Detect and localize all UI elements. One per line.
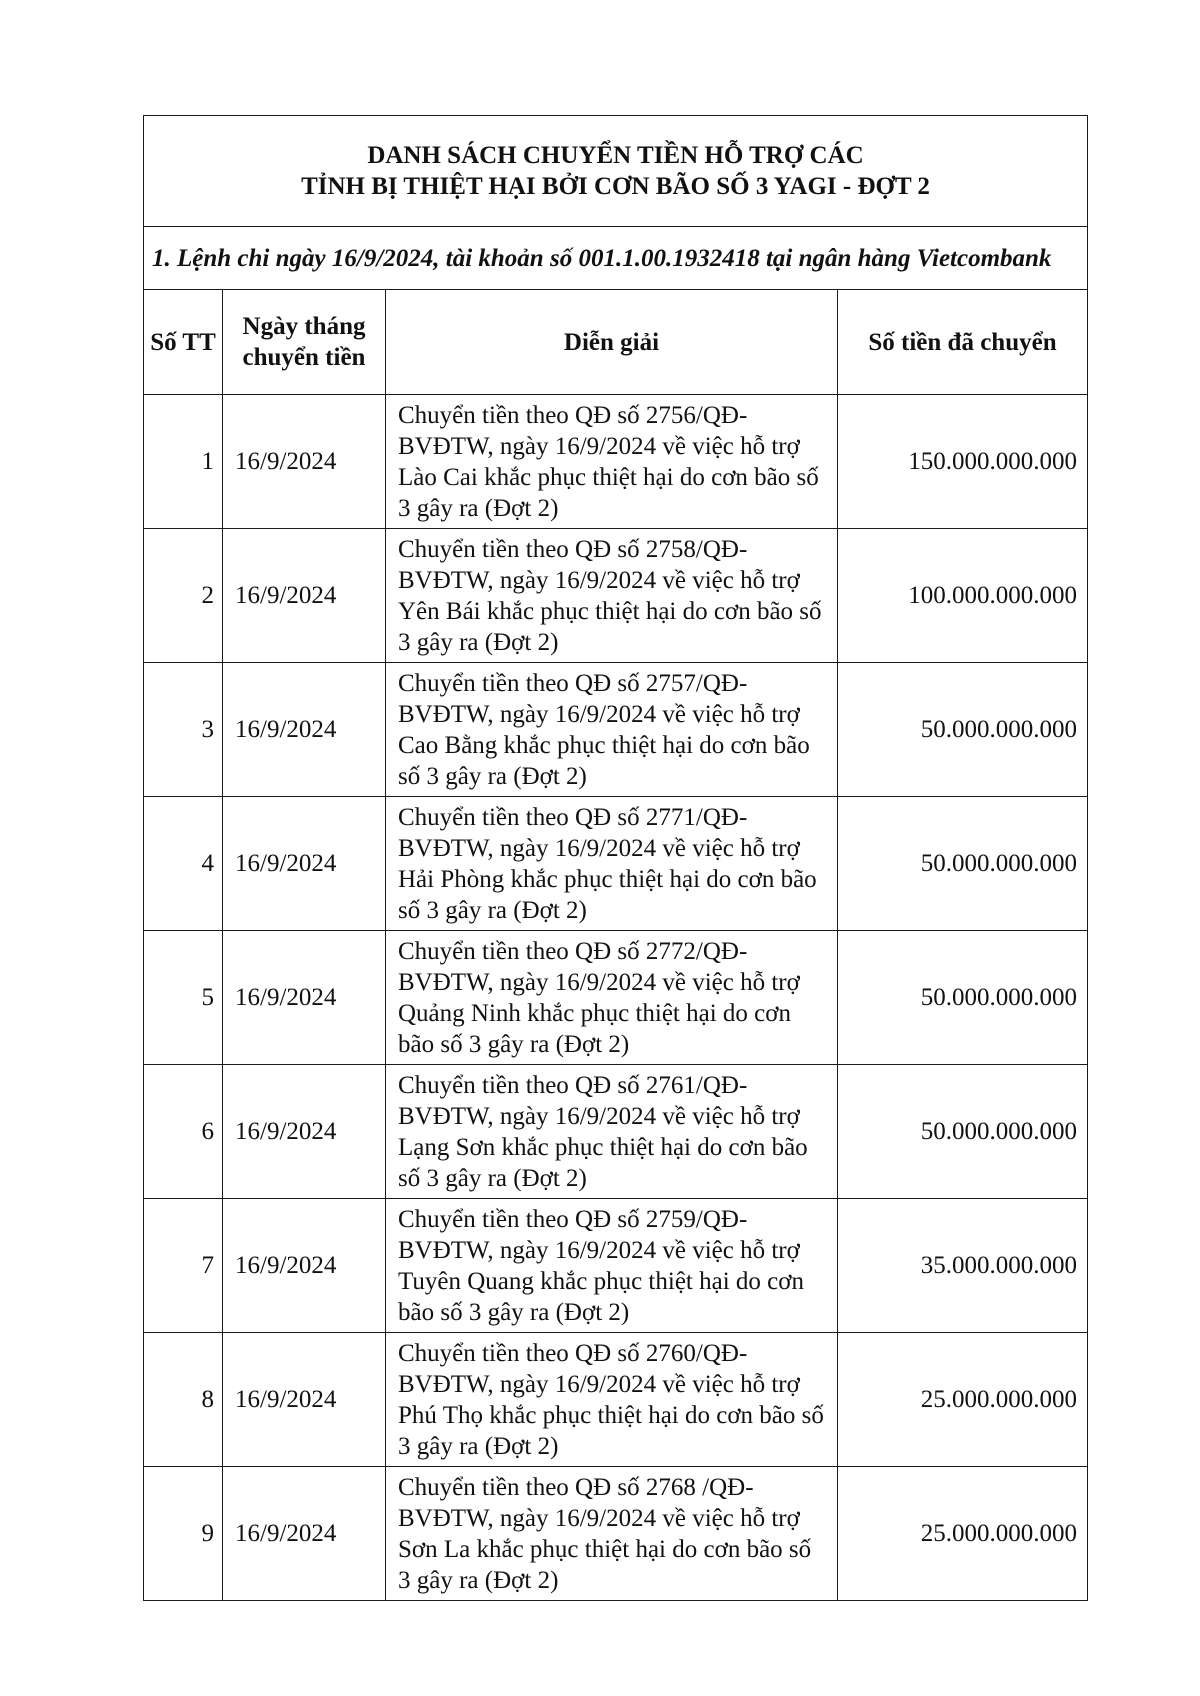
table-row	[144, 1467, 1088, 1601]
table-row	[144, 529, 1088, 663]
row-stt: 1	[144, 395, 223, 529]
row-date: 16/9/2024	[223, 797, 386, 931]
row-amount: 50.000.000.000	[838, 1065, 1088, 1199]
row-date: 16/9/2024	[223, 1333, 386, 1467]
title-line-2: TỈNH BỊ THIỆT HẠI BỞI CƠN BÃO SỐ 3 YAGI - ĐỢT 2	[301, 173, 930, 200]
header-amount: Số tiền đã chuyển	[838, 290, 1088, 395]
row-description: Chuyển tiền theo QĐ số 2761/QĐ-BVĐTW, ngày 16/9/2024 về việc hỗ trợ Lạng Sơn khắc phục thiệt hại do cơn bão số 3 gây ra (Đợt 2)	[386, 1065, 838, 1199]
row-amount: 35.000.000.000	[838, 1199, 1088, 1333]
table-row	[144, 663, 1088, 797]
row-date: 16/9/2024	[223, 1199, 386, 1333]
table-header-row	[144, 290, 1088, 395]
row-stt: 3	[144, 663, 223, 797]
row-stt: 8	[144, 1333, 223, 1467]
row-date: 16/9/2024	[223, 395, 386, 529]
table-row	[144, 395, 1088, 529]
row-description: Chuyển tiền theo QĐ số 2758/QĐ-BVĐTW, ngày 16/9/2024 về việc hỗ trợ Yên Bái khắc phục thiệt hại do cơn bão số 3 gây ra (Đợt 2)	[386, 529, 838, 663]
row-description: Chuyển tiền theo QĐ số 2759/QĐ-BVĐTW, ngày 16/9/2024 về việc hỗ trợ Tuyên Quang khắc phục thiệt hại do cơn bão số 3 gây ra (Đợt 2)	[386, 1199, 838, 1333]
row-amount: 100.000.000.000	[838, 529, 1088, 663]
row-stt: 5	[144, 931, 223, 1065]
row-amount: 50.000.000.000	[838, 797, 1088, 931]
transfer-table	[143, 115, 1088, 1601]
table-row	[144, 931, 1088, 1065]
row-date: 16/9/2024	[223, 529, 386, 663]
row-stt: 6	[144, 1065, 223, 1199]
row-stt: 7	[144, 1199, 223, 1333]
row-amount: 25.000.000.000	[838, 1467, 1088, 1601]
row-description: Chuyển tiền theo QĐ số 2760/QĐ-BVĐTW, ngày 16/9/2024 về việc hỗ trợ Phú Thọ khắc phục thiệt hại do cơn bão số 3 gây ra (Đợt 2)	[386, 1333, 838, 1467]
title-line-1: DANH SÁCH CHUYỂN TIỀN HỖ TRỢ CÁC	[367, 142, 864, 169]
row-stt: 4	[144, 797, 223, 931]
row-amount: 25.000.000.000	[838, 1333, 1088, 1467]
header-description: Diễn giải	[386, 290, 838, 395]
row-description: Chuyển tiền theo QĐ số 2772/QĐ-BVĐTW, ngày 16/9/2024 về việc hỗ trợ Quảng Ninh khắc phục thiệt hại do cơn bão số 3 gây ra (Đợt 2)	[386, 931, 838, 1065]
section-heading: 1. Lệnh chi ngày 16/9/2024, tài khoản số 001.1.00.1932418 tại ngân hàng Vietcombank	[144, 227, 1088, 290]
row-stt: 2	[144, 529, 223, 663]
table-row	[144, 1065, 1088, 1199]
table-row	[144, 797, 1088, 931]
row-date: 16/9/2024	[223, 1065, 386, 1199]
header-date: Ngày tháng chuyển tiền	[223, 290, 386, 395]
row-description: Chuyển tiền theo QĐ số 2768 /QĐ-BVĐTW, ngày 16/9/2024 về việc hỗ trợ Sơn La khắc phục thiệt hại do cơn bão số 3 gây ra (Đợt 2)	[386, 1467, 838, 1601]
row-amount: 150.000.000.000	[838, 395, 1088, 529]
row-amount: 50.000.000.000	[838, 931, 1088, 1065]
row-date: 16/9/2024	[223, 931, 386, 1065]
row-date: 16/9/2024	[223, 1467, 386, 1601]
row-description: Chuyển tiền theo QĐ số 2757/QĐ-BVĐTW, ngày 16/9/2024 về việc hỗ trợ Cao Bằng khắc phục thiệt hại do cơn bão số 3 gây ra (Đợt 2)	[386, 663, 838, 797]
table-row	[144, 1199, 1088, 1333]
row-date: 16/9/2024	[223, 663, 386, 797]
table-row	[144, 1333, 1088, 1467]
row-amount: 50.000.000.000	[838, 663, 1088, 797]
row-description: Chuyển tiền theo QĐ số 2756/QĐ-BVĐTW, ngày 16/9/2024 về việc hỗ trợ Lào Cai khắc phục thiệt hại do cơn bão số 3 gây ra (Đợt 2)	[386, 395, 838, 529]
document-title	[144, 116, 1088, 227]
row-stt: 9	[144, 1467, 223, 1601]
header-stt: Số TT	[144, 290, 223, 395]
row-description: Chuyển tiền theo QĐ số 2771/QĐ-BVĐTW, ngày 16/9/2024 về việc hỗ trợ Hải Phòng khắc phục thiệt hại do cơn bão số 3 gây ra (Đợt 2)	[386, 797, 838, 931]
